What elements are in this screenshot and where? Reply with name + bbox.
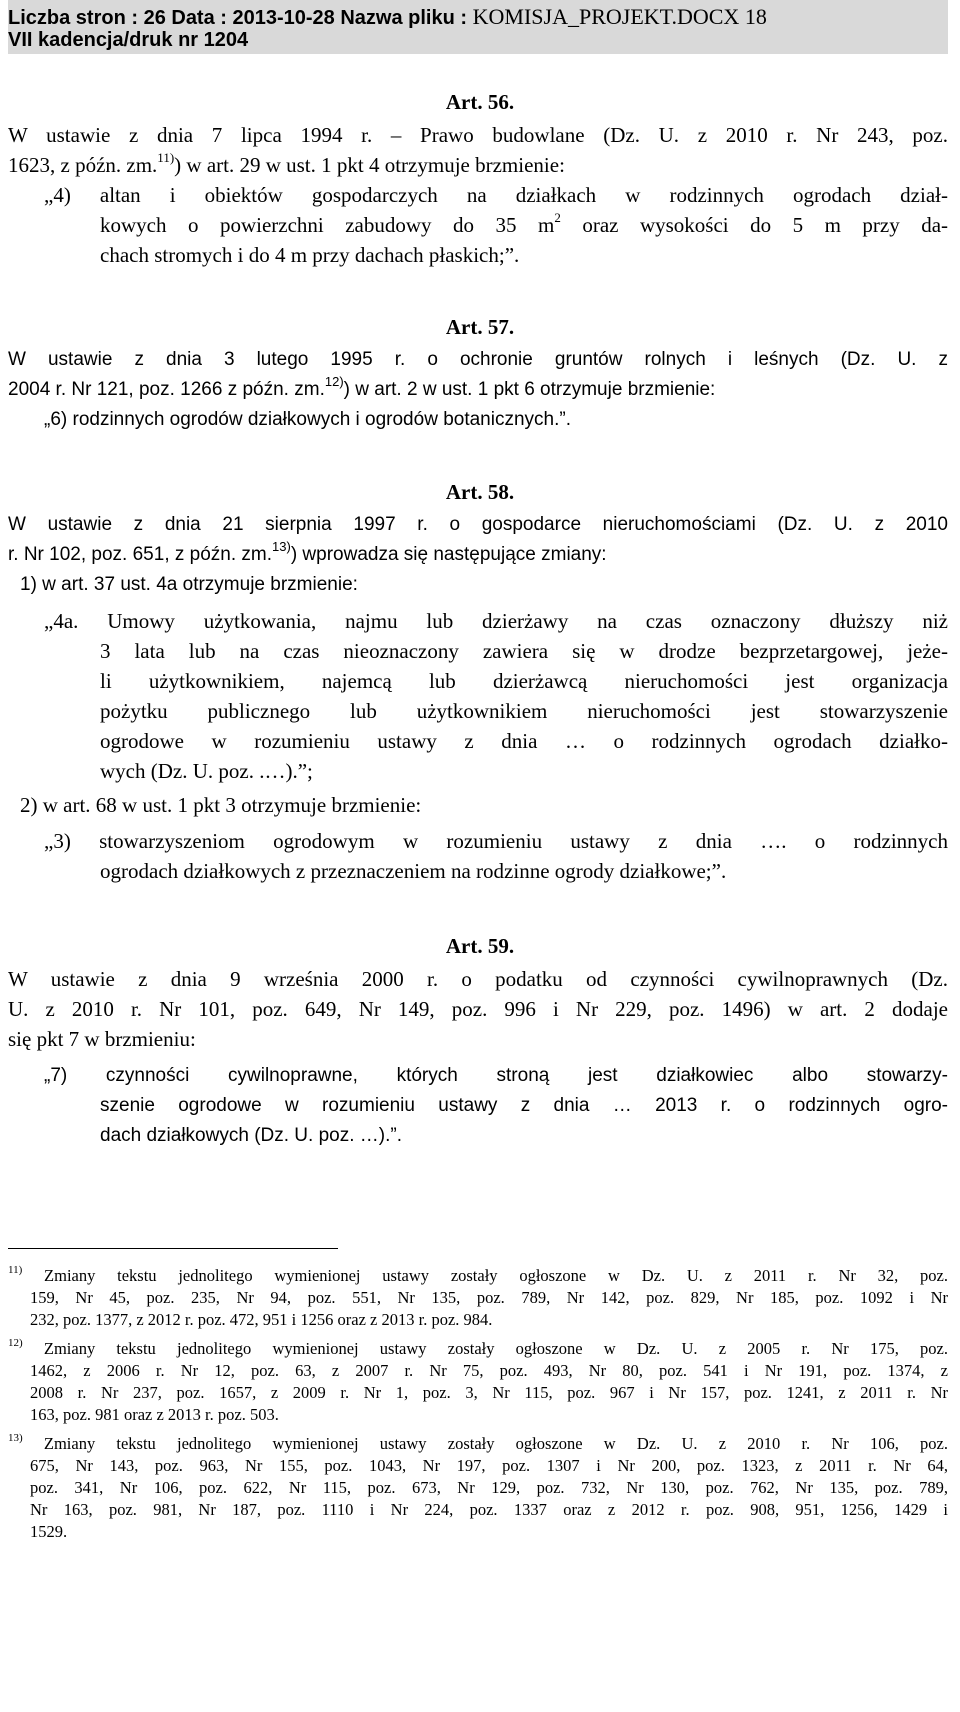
- header-page-number: 18: [744, 4, 767, 29]
- page-header: [8, 0, 948, 54]
- art-58-line-9: wych (Dz. U. poz. .…).”;: [100, 759, 313, 783]
- art-59-line-3: się pkt 7 w brzmieniu:: [8, 1027, 196, 1051]
- header-filename: KOMISJA_PROJEKT.DOCX: [472, 4, 740, 29]
- footnote-12-line-4: 163, poz. 981 oraz z 2013 r. poz. 503.: [30, 1405, 279, 1424]
- footnote-12-line-3: 2008 r. Nr 237, poz. 1657, z 2009 r. Nr 1, poz. 3, Nr 115, poz. 967 i Nr 157, poz. 1241, z 2011 r. Nr: [30, 1383, 948, 1402]
- art-56-line-3: „4) altan i obiektów gospodarczych na działkach w rodzinnych ogrodach dział-: [44, 183, 948, 207]
- art-58-line-1: W ustawie z dnia 21 sierpnia 1997 r. o gospodarce nieruchomościami (Dz. U. z 2010: [8, 514, 948, 535]
- art-59-line-5: szenie ogrodowe w rozumieniu ustawy z dnia … 2013 r. o rodzinnych ogro-: [100, 1095, 948, 1116]
- art-58-line-11: „3) stowarzyszeniom ogrodowym w rozumieniu ustawy z dnia …. o rodzinnych: [44, 829, 948, 853]
- footnote-12-line-2: 1462, z 2006 r. Nr 12, poz. 63, z 2007 r. Nr 75, poz. 493, Nr 80, poz. 541 i Nr 191, poz. 1374, z: [30, 1361, 948, 1380]
- footnote-12-line-1: $^{12)}$ Zmiany tekstu jednolitego wymienionej ustawy zostały ogłoszone w Dz. U. z 2005 r. Nr 175, poz.: [8, 1336, 948, 1358]
- footnote-13-mark: 13): [8, 1431, 23, 1444]
- footnote-separator: [8, 1248, 338, 1249]
- footnote-ref-12: 12): [324, 373, 344, 389]
- art-59-line-1: W ustawie z dnia 9 września 2000 r. o podatku od czynności cywilnoprawnych (Dz.: [8, 967, 948, 991]
- art-57-line-1: W ustawie z dnia 3 lutego 1995 r. o ochronie gruntów rolnych i leśnych (Dz. U. z: [8, 349, 948, 370]
- art-58-line-4: „4a. Umowy użytkowania, najmu lub dzierżawy na czas oznaczony dłuższy niż: [44, 609, 948, 633]
- footnote-11-line-3: 232, poz. 1377, z 2012 r. poz. 472, 951 i 1256 oraz z 2013 r. poz. 984.: [30, 1310, 493, 1329]
- art-56-line-5: chach stromych i do 4 m przy dachach płaskich;”.: [100, 243, 520, 267]
- footnote-11-line-2: 159, Nr 45, poz. 235, Nr 94, poz. 551, Nr 135, poz. 789, Nr 142, poz. 829, Nr 185, poz. 1092 i Nr: [30, 1288, 948, 1307]
- art-58-line-2: r. Nr 102, poz. 651, z późn. zm.$^{13)}$) wprowadza się następujące zmiany:: [8, 538, 607, 565]
- art-58-line-8: ogrodowe w rozumieniu ustawy z dnia … o rodzinnych ogrodach działko-: [100, 729, 948, 753]
- art-57-line-3: „6) rodzinnych ogrodów działkowych i ogrodów botanicznych.”.: [44, 409, 571, 430]
- footnote-11-mark: 11): [8, 1263, 23, 1276]
- art-58-line-10: 2) w art. 68 w ust. 1 pkt 3 otrzymuje brzmienie:: [20, 793, 422, 817]
- footnote-13-line-4: Nr 163, poz. 981, Nr 187, poz. 1110 i Nr 224, poz. 1337 oraz z 2012 r. poz. 908, 951, 1256, 1429 i: [30, 1500, 948, 1519]
- art-59-line-6: dach działkowych (Dz. U. poz. …).”.: [100, 1125, 402, 1146]
- footnote-13-line-3: poz. 341, Nr 106, poz. 622, Nr 115, poz. 673, Nr 129, poz. 732, Nr 130, poz. 762, Nr 135, poz. 789,: [30, 1478, 948, 1497]
- header-meta: Liczba stron : 26 Data : 2013-10-28 Nazwa pliku :: [8, 7, 473, 29]
- art-59-title: Art. 59.: [445, 934, 515, 958]
- art-59-line-2: U. z 2010 r. Nr 101, poz. 649, Nr 149, poz. 996 i Nr 229, poz. 1496) w art. 2 dodaje: [8, 997, 948, 1021]
- footnote-12-mark: 12): [8, 1336, 23, 1349]
- art-58-line-12: ogrodach działkowych z przeznaczeniem na rodzinne ogrody działkowe;”.: [100, 859, 727, 883]
- art-57-line-2: 2004 r. Nr 121, poz. 1266 z późn. zm.$^{12)}$) w art. 2 w ust. 1 pkt 6 otrzymuje brzmienie:: [8, 373, 716, 400]
- art-56-title: Art. 56.: [445, 90, 515, 114]
- art-58-line-7: pożytku publicznego lub użytkownikiem nieruchomości jest stowarzyszenie: [100, 699, 948, 723]
- art-56-line-2: 1623, z późn. zm.$^{11)}$) w art. 29 w ust. 1 pkt 4 otrzymuje brzmienie:: [8, 150, 565, 177]
- footnote-ref-13: 13): [272, 538, 291, 554]
- art-58-line-3: 1) w art. 37 ust. 4a otrzymuje brzmienie:: [20, 574, 358, 595]
- header-line-2: VII kadencja/druk nr 1204: [8, 29, 249, 51]
- art-56-line-4: kowych o powierzchni zabudowy do 35 $m^2$ oraz wysokości do 5 m przy da-: [100, 210, 949, 237]
- superscript-2: 2: [554, 210, 561, 225]
- footnote-ref-11: 11): [157, 150, 175, 165]
- footnote-13-line-2: 675, Nr 143, poz. 963, Nr 155, poz. 1043, Nr 197, poz. 1307 i Nr 200, poz. 1323, z 2011 r. Nr 64,: [30, 1456, 948, 1475]
- header-line-1: [8, 4, 767, 30]
- art-58-line-5: 3 lata lub na czas nieoznaczony zawiera się w drodze bezprzetargowej, jeże-: [100, 639, 948, 663]
- art-58-line-6: li użytkownikiem, najemcą lub dzierżawcą nieruchomości jest organizacja: [100, 669, 948, 693]
- footnote-13-line-1: $^{13)}$ Zmiany tekstu jednolitego wymienionej ustawy zostały ogłoszone w Dz. U. z 2010 r. Nr 106, poz.: [8, 1431, 948, 1453]
- art-59-line-4: „7) czynności cywilnoprawne, których stroną jest działkowiec albo stowarzy-: [44, 1065, 948, 1086]
- footnote-13-line-5: 1529.: [30, 1522, 68, 1541]
- art-57-title: Art. 57.: [445, 315, 515, 339]
- art-58-title: Art. 58.: [445, 480, 515, 504]
- art-56-line-1: W ustawie z dnia 7 lipca 1994 r. – Prawo budowlane (Dz. U. z 2010 r. Nr 243, poz.: [8, 123, 948, 147]
- footnote-11-line-1: $^{11)}$ Zmiany tekstu jednolitego wymienionej ustawy zostały ogłoszone w Dz. U. z 2011 r. Nr 32, poz.: [8, 1263, 948, 1285]
